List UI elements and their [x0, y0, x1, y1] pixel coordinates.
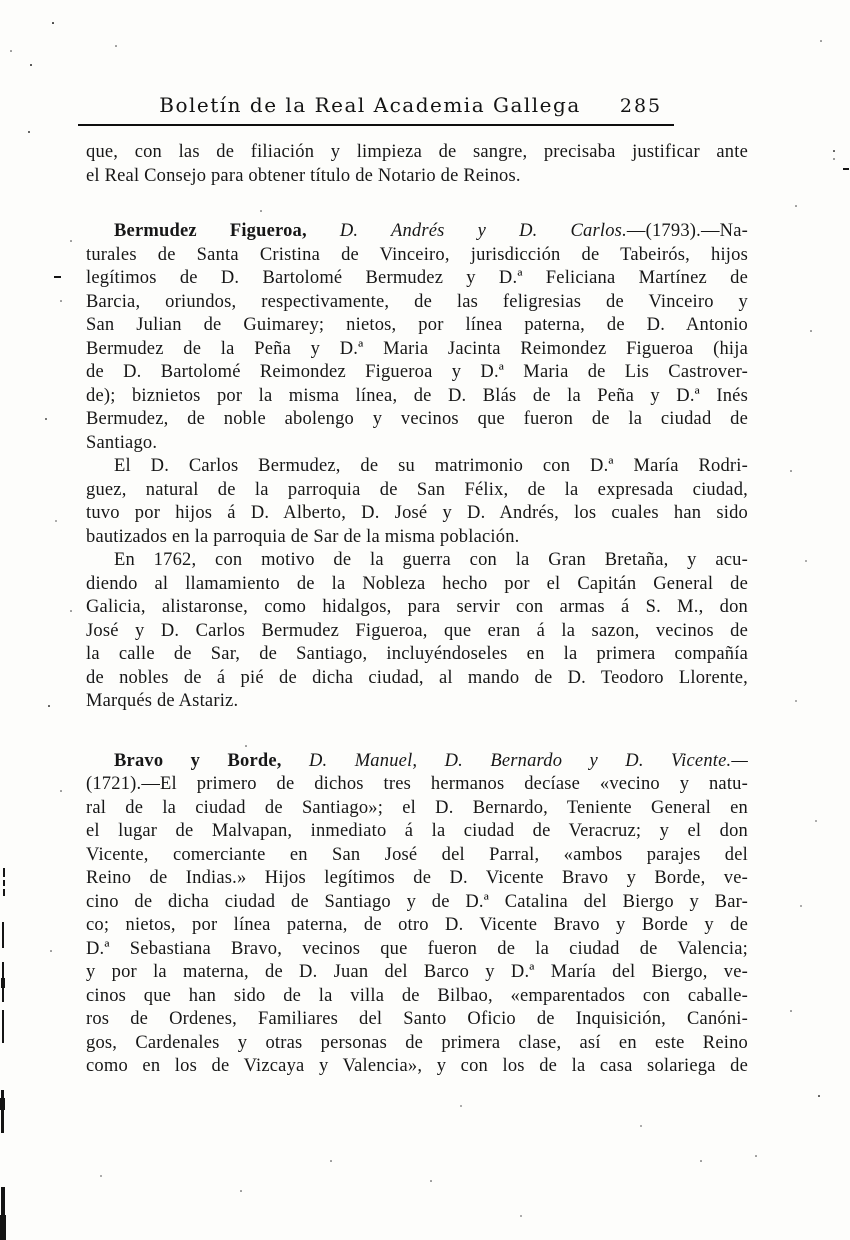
scan-speck [48, 705, 50, 707]
scan-edge-mark [0, 1098, 5, 1110]
text-line [86, 338, 748, 362]
text-line [86, 620, 748, 644]
body-text: y por la materna, de D. Juan del Barco y D.ª María del Biergo, ve- [86, 962, 748, 982]
text-line [86, 750, 748, 774]
body-text: guez, natural de la parroquia de San Félix, de la expresada ciudad, [86, 479, 748, 500]
body-text: legítimos de D. Bartolomé Bermudez y D.ª Feliciana Martínez de [86, 268, 748, 288]
text-line [86, 820, 748, 844]
text-line [86, 165, 748, 189]
body-text: ral de la ciudad de Santiago»; el D. Bernardo, Teniente General en [86, 797, 748, 818]
text-line [86, 479, 748, 503]
scan-edge-mark [2, 1010, 4, 1043]
body-text: co; nietos, por línea paterna, de otro D. Vicente Bravo y Borde y de [86, 915, 748, 935]
paragraph-1762 [86, 549, 748, 714]
body-text: como en los de Vizcaya y Valencia», y con los de la casa solariega de [86, 1056, 748, 1076]
body-text: Marqués de Astariz. [86, 691, 239, 711]
body-text: gos, Cardenales y otras personas de primera clase, así en este Reino [86, 1032, 748, 1053]
scan-speck [70, 240, 72, 242]
scan-speck [818, 1095, 820, 1097]
scan-speck [100, 1175, 102, 1177]
text-line [86, 408, 748, 432]
body-text: Barcia, oriundos, respectivamente, de las feligresias de Vinceiro y [86, 291, 748, 312]
text-line [86, 867, 748, 891]
text-line [86, 549, 748, 573]
text-line [86, 573, 748, 597]
body-text: Vicente, comerciante en San José del Parral, «ambos parajes del [86, 844, 748, 865]
text-line [86, 961, 748, 985]
body-text: Galicia, alistaronse, como hidalgos, para servir con armas á S. M., don [86, 597, 748, 617]
text-line [86, 526, 748, 550]
text-line [86, 667, 748, 691]
text-line [86, 267, 748, 291]
text-line [86, 596, 748, 620]
scan-speck [805, 560, 807, 562]
scan-speck [260, 210, 262, 212]
text-line [86, 385, 748, 409]
bold-text: Bravo y Borde, [114, 750, 309, 771]
scan-edge-mark [54, 276, 61, 278]
italic-text: D. Andrés y D. Carlos. [339, 221, 627, 241]
scan-edge-mark [1, 1090, 4, 1133]
scan-speck [755, 1155, 757, 1157]
journal-title: Boletín de la Real Academia Gallega [159, 93, 581, 117]
scan-speck [52, 22, 54, 24]
body-text: José y D. Carlos Bermudez Figueroa, que eran á la sazon, vecinos de [86, 620, 748, 641]
scan-speck [45, 418, 47, 420]
body-text: —(1793).—Na- [626, 221, 748, 241]
body-text: el Real Consejo para obtener título de Notario de Reinos. [86, 165, 521, 186]
body-text: cinos que han sido de la villa de Bilbao, «emparentados con caballe- [86, 985, 748, 1006]
scan-speck [815, 820, 817, 822]
scan-speck [170, 900, 172, 902]
scan-edge-mark [3, 889, 5, 896]
paragraph-carlos-bermudez [86, 455, 748, 549]
scan-speck [790, 1010, 792, 1012]
entry-bravo-y-borde [86, 750, 748, 1079]
scan-speck [115, 45, 117, 47]
body-text: El D. Carlos Bermudez, de su matrimonio con D.ª María Rodri- [114, 456, 748, 476]
scan-speck [833, 150, 835, 152]
scan-edge-mark [843, 168, 849, 170]
body-text: San Julian de Guimarey; nietos, por línea paterna, de D. Antonio [86, 315, 748, 335]
body-text: ros de Ordenes, Familiares del Santo Oficio de Inquisición, Canóni- [86, 1009, 748, 1029]
body-text: En 1762, con motivo de la guerra con la Gran Bretaña, y acu- [114, 550, 748, 570]
scan-speck [330, 1160, 332, 1162]
text-line [86, 797, 748, 821]
body-text: D.ª Sebastiana Bravo, vecinos que fueron de la ciudad de Valencia; [86, 938, 748, 959]
text-line [86, 1055, 748, 1079]
body-text: la calle de Sar, de Santiago, incluyéndoseles en la primera compañía [86, 644, 748, 664]
scan-speck [810, 330, 812, 332]
body-text: Bermudez de la Peña y D.ª Maria Jacinta Reimondez Figueroa (hija [86, 338, 748, 359]
scan-speck [640, 1125, 642, 1127]
scan-speck [50, 950, 52, 952]
text-line [86, 220, 748, 244]
text-line [86, 844, 748, 868]
scan-edge-mark [3, 880, 5, 886]
scan-speck [240, 1190, 242, 1192]
text-block [86, 141, 748, 1079]
header-rule [78, 124, 674, 126]
text-line [86, 914, 748, 938]
scan-speck [55, 520, 57, 522]
text-line [86, 314, 748, 338]
scan-edge-mark [2, 922, 4, 948]
body-text: Bermudez, de noble abolengo y vecinos que fueron de la ciudad de [86, 409, 748, 429]
scan-edge-mark [0, 1215, 6, 1240]
body-text: el lugar de Malvapan, inmediato á la ciudad de Veracruz; y el don [86, 821, 748, 841]
body-text: bautizados en la parroquia de Sar de la misma población. [86, 526, 520, 547]
scan-edge-mark [3, 868, 5, 877]
scan-speck [28, 131, 30, 133]
text-line [86, 1008, 748, 1032]
text-line [86, 244, 748, 268]
text-line [86, 291, 748, 315]
body-text: (1721).—El primero de dichos tres hermanos decíase «vecino y natu- [86, 774, 748, 794]
body-text: turales de Santa Cristina de Vinceiro, jurisdicción de Tabeirós, hijos [86, 244, 748, 265]
text-line [86, 690, 748, 714]
bold-text: Bermudez Figueroa, [114, 221, 340, 241]
entry-bermudez-figueroa [86, 220, 748, 455]
scan-edge-mark [1, 978, 5, 988]
body-text: de); biznietos por la misma línea, de D. Blás de la Peña y D.ª Inés [86, 385, 748, 406]
scan-speck [70, 610, 72, 612]
text-line [86, 141, 748, 165]
page-number: 285 [619, 95, 663, 117]
continuation-paragraph [86, 141, 748, 188]
body-text: de nobles de á pié de dicha ciudad, al mando de D. Teodoro Llorente, [86, 667, 748, 688]
body-text: que, con las de filiación y limpieza de sangre, precisaba justificar ante [86, 142, 748, 162]
scan-speck [800, 905, 802, 907]
text-line [86, 643, 748, 667]
scan-speck [520, 1215, 522, 1217]
text-line [86, 773, 748, 797]
body-text: cino de dicha ciudad de Santiago y de D.ª Catalina del Biergo y Bar- [86, 891, 748, 912]
scan-speck [700, 1160, 702, 1162]
scan-speck [60, 790, 62, 792]
body-text: Santiago. [86, 432, 158, 453]
text-line [86, 361, 748, 385]
scan-speck [460, 1105, 462, 1107]
scan-speck [10, 50, 12, 52]
scan-speck [820, 40, 822, 42]
body-text: Reino de Indias.» Hijos legítimos de D. Vicente Bravo y Borde, ve- [86, 868, 748, 888]
scan-speck [833, 158, 835, 160]
scan-speck [795, 205, 797, 207]
text-line [86, 938, 748, 962]
scan-speck [795, 700, 797, 702]
scan-speck [30, 64, 32, 66]
text-line [86, 985, 748, 1009]
text-line [86, 432, 748, 456]
scan-speck [790, 470, 792, 472]
scan-speck [430, 1180, 432, 1182]
text-line [86, 1032, 748, 1056]
body-text: diendo al llamamiento de la Nobleza hecho por el Capitán General de [86, 573, 748, 594]
body-text: de D. Bartolomé Reimondez Figueroa y D.ª Maria de Lis Castrover- [86, 362, 748, 382]
body-text: tuvo por hijos á D. Alberto, D. José y D. Andrés, los cuales han sido [86, 503, 748, 523]
italic-text: D. Manuel, D. Bernardo y D. Vicente.— [308, 750, 748, 771]
scan-speck [245, 745, 247, 747]
scan-speck [60, 300, 62, 302]
text-line [86, 502, 748, 526]
text-line [86, 891, 748, 915]
text-line [86, 455, 748, 479]
